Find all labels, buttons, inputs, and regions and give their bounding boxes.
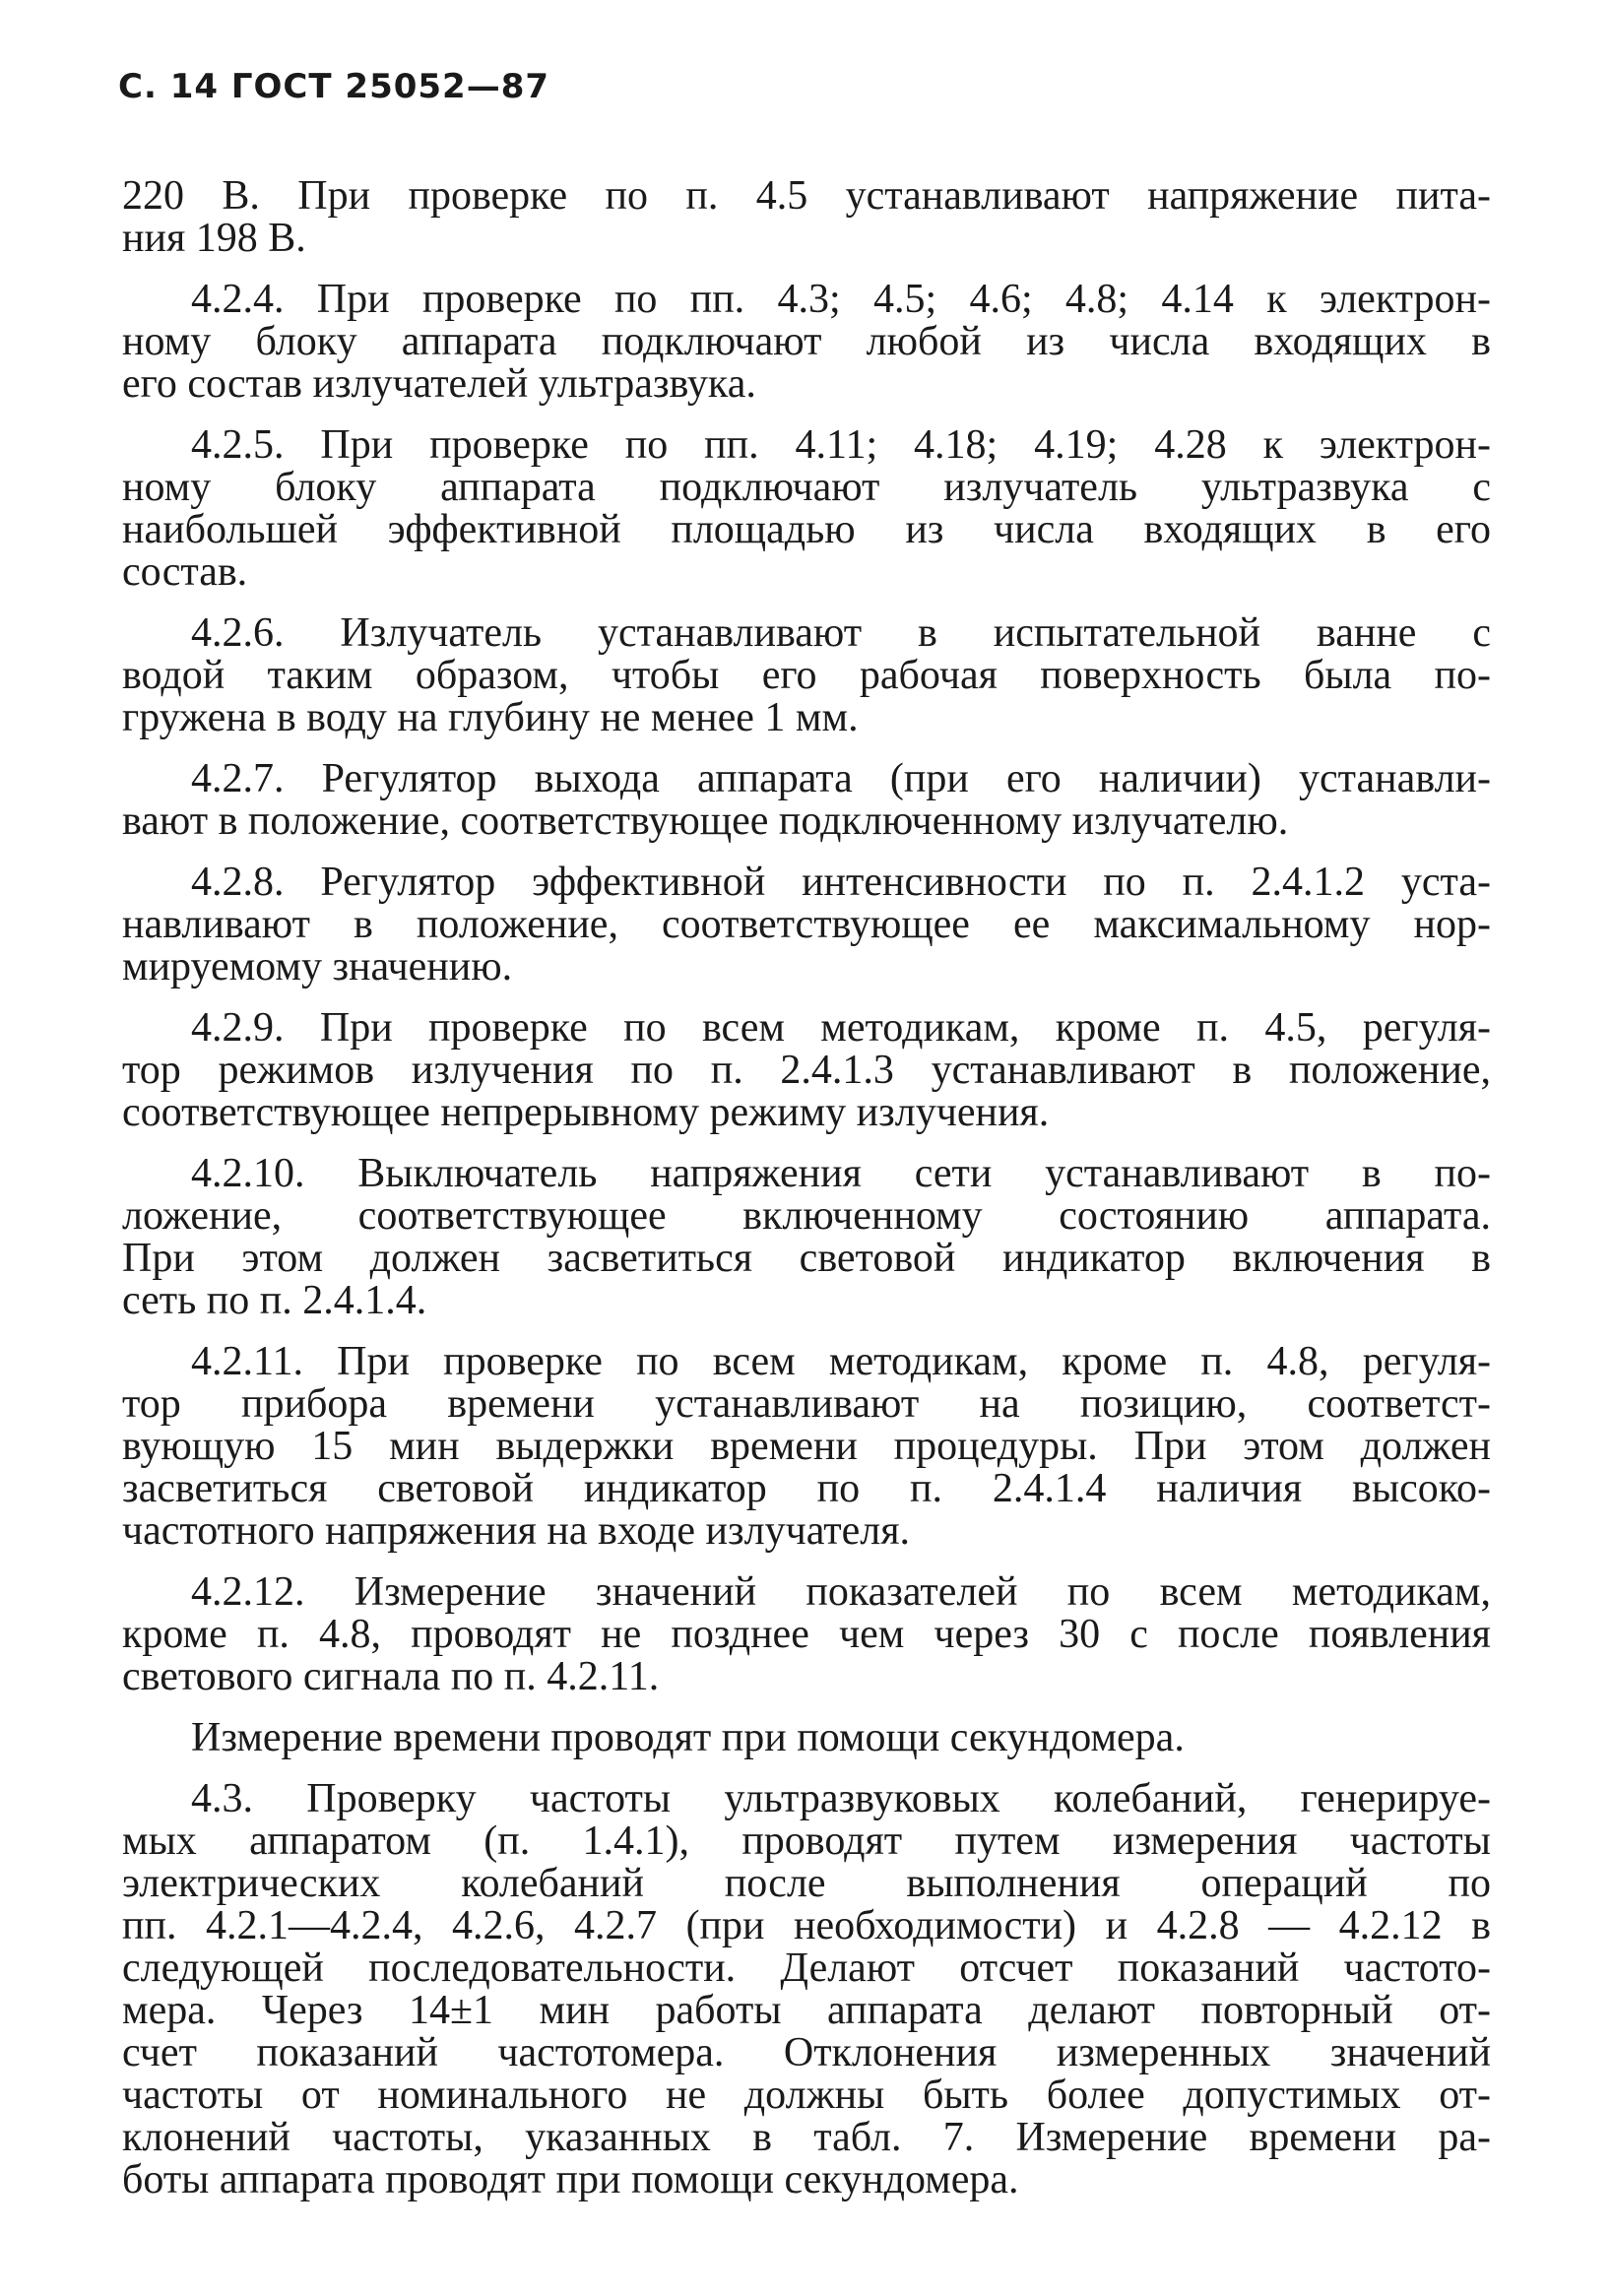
text-line: ному блоку аппарата подключают любой из числа входящих в xyxy=(122,321,1491,363)
text-line: 4.2.8. Регулятор эффективной интенсивности по п. 2.4.1.2 уста- xyxy=(191,861,1491,904)
text-line: засветиться световой индикатор по п. 2.4.1.4 наличия высоко- xyxy=(122,1468,1491,1510)
text-line: При этом должен засветиться световой индикатор включения в xyxy=(122,1238,1491,1280)
text-line: 220 В. При проверке по п. 4.5 устанавливают напряжение пита- xyxy=(122,175,1491,218)
text-line: его состав излучателей ультразвука. xyxy=(122,363,756,406)
text-line: светового сигнала по п. 4.2.11. xyxy=(122,1656,660,1698)
text-line: тор режимов излучения по п. 2.4.1.3 устанавливают в положение, xyxy=(122,1050,1491,1092)
paragraph-continuation xyxy=(122,175,1491,260)
text-line: ному блоку аппарата подключают излучатель ультразвука с xyxy=(122,467,1491,509)
text-line: клонений частоты, указанных в табл. 7. Измерение времени ра- xyxy=(122,2117,1491,2159)
text-line: водой таким образом, чтобы его рабочая поверхность была по- xyxy=(122,655,1491,697)
paragraph-4-2-7 xyxy=(122,758,1491,843)
text-line: наибольшей эффективной площадью из числа входящих в его xyxy=(122,509,1491,551)
text-line: состав. xyxy=(122,551,248,594)
paragraph-4-2-10 xyxy=(122,1153,1491,1322)
paragraph-4-2-5 xyxy=(122,424,1491,594)
paragraph-4-2-12 xyxy=(122,1571,1491,1698)
text-line: тор прибора времени устанавливают на позицию, соответст- xyxy=(122,1383,1491,1426)
text-line: 4.2.10. Выключатель напряжения сети устанавливают в по- xyxy=(191,1153,1491,1195)
text-line: вают в положение, соответствующее подключенному излучателю. xyxy=(122,800,1289,843)
text-line: 4.2.7. Регулятор выхода аппарата (при его наличии) устанавли- xyxy=(191,758,1491,800)
paragraph-4-2-6 xyxy=(122,612,1491,739)
text-line: сеть по п. 2.4.1.4. xyxy=(122,1280,427,1322)
paragraph-4-2-4 xyxy=(122,279,1491,406)
text-line: 4.3. Проверку частоты ультразвуковых колебаний, генерируе- xyxy=(191,1778,1491,1820)
text-line: кроме п. 4.8, проводят не позднее чем через 30 с после появления xyxy=(122,1614,1491,1656)
paragraph-4-2-8 xyxy=(122,861,1491,989)
page-header: С. 14 ГОСТ 25052—87 xyxy=(118,67,550,106)
text-line: следующей последовательности. Делают отсчет показаний частото- xyxy=(122,1947,1491,1990)
text-line: соответствующее непрерывному режиму излучения. xyxy=(122,1092,1050,1134)
text-line: 4.2.11. При проверке по всем методикам, кроме п. 4.8, регуля- xyxy=(191,1341,1491,1383)
text-line: вующую 15 мин выдержки времени процедуры. При этом должен xyxy=(122,1426,1491,1468)
text-line: 4.2.6. Излучатель устанавливают в испытательной ванне с xyxy=(191,612,1491,655)
text-line: боты аппарата проводят при помощи секундомера. xyxy=(122,2159,1019,2201)
text-line: счет показаний частотомера. Отклонения измеренных значений xyxy=(122,2032,1491,2074)
paragraph-4-2-9 xyxy=(122,1007,1491,1134)
paragraph-4-3 xyxy=(122,1778,1491,2201)
text-line: ложение, соответствующее включенному состоянию аппарата. xyxy=(122,1195,1491,1238)
text-line: 4.2.12. Измерение значений показателей по всем методикам, xyxy=(191,1571,1491,1614)
text-line: ния 198 В. xyxy=(122,218,306,260)
text-line: мируемому значению. xyxy=(122,946,513,989)
paragraph-time-measurement xyxy=(122,1717,1491,1759)
text-line: частотного напряжения на входе излучателя. xyxy=(122,1510,911,1553)
text-line: гружена в воду на глубину не менее 1 мм. xyxy=(122,697,859,739)
document-body xyxy=(122,175,1491,2220)
text-line: 4.2.9. При проверке по всем методикам, кроме п. 4.5, регуля- xyxy=(191,1007,1491,1050)
text-line: пп. 4.2.1—4.2.4, 4.2.6, 4.2.7 (при необходимости) и 4.2.8 — 4.2.12 в xyxy=(122,1905,1491,1947)
text-line: мых аппаратом (п. 1.4.1), проводят путем измерения частоты xyxy=(122,1820,1491,1863)
paragraph-4-2-11 xyxy=(122,1341,1491,1553)
text-line: Измерение времени проводят при помощи секундомера. xyxy=(191,1717,1185,1759)
text-line: мера. Через 14±1 мин работы аппарата делают повторный от- xyxy=(122,1990,1491,2032)
text-line: электрических колебаний после выполнения операций по xyxy=(122,1863,1491,1905)
text-line: частоты от номинального не должны быть более допустимых от- xyxy=(122,2074,1491,2117)
text-line: 4.2.4. При проверке по пп. 4.3; 4.5; 4.6; 4.8; 4.14 к электрон- xyxy=(191,279,1491,321)
text-line: навливают в положение, соответствующее ее максимальному нор- xyxy=(122,904,1491,946)
text-line: 4.2.5. При проверке по пп. 4.11; 4.18; 4.19; 4.28 к электрон- xyxy=(191,424,1491,467)
